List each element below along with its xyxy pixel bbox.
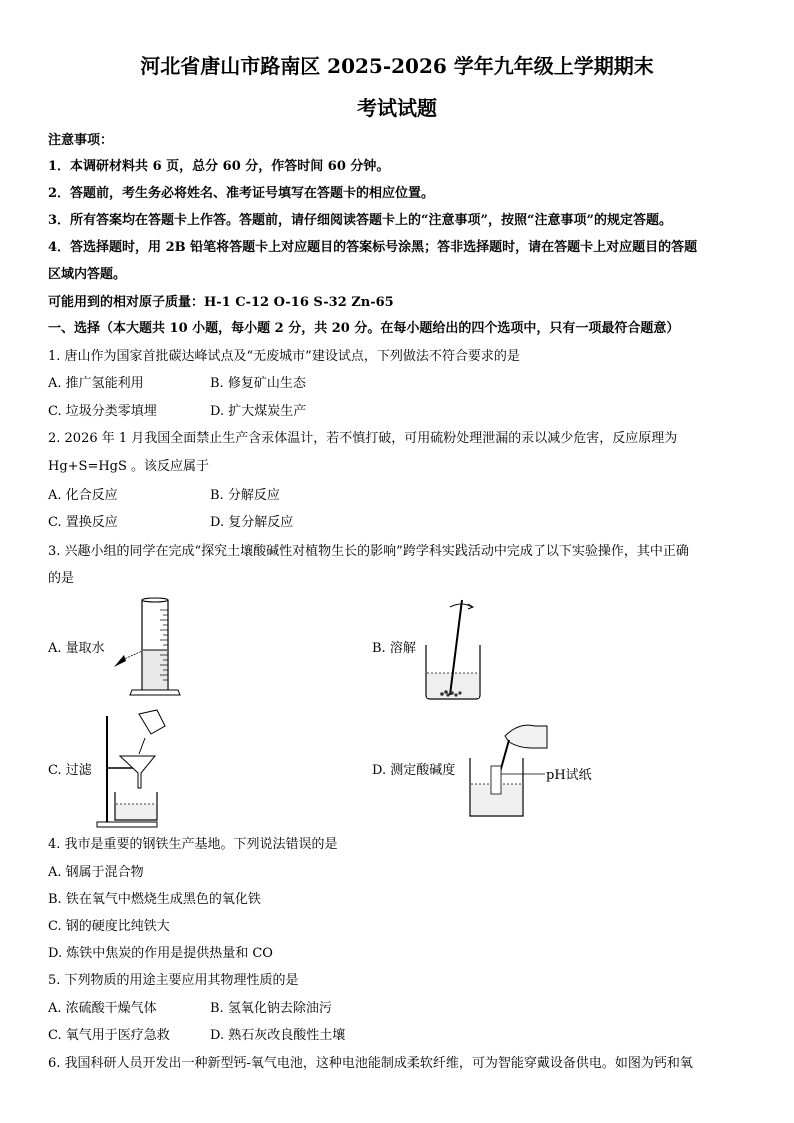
ph-test-figure xyxy=(465,718,555,820)
section-heading: 一、选择（本大题共 10 小题，每小题 2 分，共 20 分。在每小题给出的四个选项中，只有一项最符合题意） xyxy=(48,321,680,336)
notes-heading: 注意事项： xyxy=(48,133,114,148)
note-item-2: 2．答题前，考生务必将姓名、准考证号填写在答题卡的相应位置。 xyxy=(48,186,435,201)
q1-option-b: B. 修复矿山生态 xyxy=(210,376,306,391)
note-item-3: 3．所有答案均在答题卡上作答。答题前，请仔细阅读答题卡上的“注意事项”，按照“注意事项”的规定答题。 xyxy=(48,213,672,228)
q1-option-d: D. 扩大煤炭生产 xyxy=(210,404,307,419)
q4-option-c: C. 钢的硬度比纯铁大 xyxy=(48,919,170,934)
q4-option-a: A. 钢属于混合物 xyxy=(48,865,144,880)
q3-option-d: D. 测定酸碱度 xyxy=(372,763,456,778)
question-2-stem-cont: Hg+S=HgS 。该反应属于 xyxy=(48,459,210,474)
question-1-stem: 1. 唐山作为国家首批碳达峰试点及“无废城市”建设试点，下列做法不符合要求的是 xyxy=(48,349,520,364)
filtration-setup-figure xyxy=(95,708,180,830)
q2-option-d: D. 复分解反应 xyxy=(210,515,294,530)
question-4-stem: 4. 我市是重要的钢铁生产基地。下列说法错误的是 xyxy=(48,837,338,852)
note-item-4: 4．答选择题时，用 2B 铅笔将答题卡上对应题目的答案标号涂黑；答非选择题时，请在答题卡上对应题目的答题 xyxy=(48,240,698,255)
question-2-stem: 2. 2026 年 1 月我国全面禁止生产含汞体温计，若不慎打破，可用硫粉处理泄漏的汞以减少危害，反应原理为 xyxy=(48,431,678,446)
exam-title: 河北省唐山市路南区 2025-2026 学年九年级上学期期末 xyxy=(140,54,654,78)
question-3-stem-cont: 的是 xyxy=(48,571,75,586)
q2-option-a: A. 化合反应 xyxy=(48,488,118,503)
dissolving-beaker-figure xyxy=(420,595,485,705)
note-item-1: 1．本调研材料共 6 页，总分 60 分，作答时间 60 分钟。 xyxy=(48,159,390,174)
q3-option-a: A. 量取水 xyxy=(48,641,105,656)
q3-option-c: C. 过滤 xyxy=(48,763,92,778)
ph-paper-label: pH试纸 xyxy=(546,768,592,783)
note-item-4-cont: 区域内答题。 xyxy=(48,267,127,282)
q2-option-b: B. 分解反应 xyxy=(210,488,280,503)
question-5-stem: 5. 下列物质的用途主要应用其物理性质的是 xyxy=(48,973,299,988)
exam-subtitle: 考试试题 xyxy=(357,96,437,120)
q5-option-c: C. 氧气用于医疗急救 xyxy=(48,1028,170,1043)
q5-option-a: A. 浓硫酸干燥气体 xyxy=(48,1001,157,1016)
q3-option-b: B. 溶解 xyxy=(372,641,416,656)
question-3-stem: 3. 兴趣小组的同学在完成“探究土壤酸碱性对植物生长的影响”跨学科实践活动中完成了以下实验操作，其中正确 xyxy=(48,544,689,559)
q4-option-d: D. 炼铁中焦炭的作用是提供热量和 CO xyxy=(48,946,273,961)
q5-option-d: D. 熟石灰改良酸性土壤 xyxy=(210,1028,346,1043)
atomic-masses: 可能用到的相对原子质量：H-1 C-12 O-16 S-32 Zn-65 xyxy=(48,295,394,310)
graduated-cylinder-figure xyxy=(110,595,190,700)
q4-option-b: B. 铁在氧气中燃烧生成黑色的氧化铁 xyxy=(48,892,261,907)
q5-option-b: B. 氢氧化钠去除油污 xyxy=(210,1001,332,1016)
q1-option-a: A. 推广氢能利用 xyxy=(48,376,144,391)
q2-option-c: C. 置换反应 xyxy=(48,515,118,530)
question-6-stem: 6. 我国科研人员开发出一种新型钙-氧气电池，这种电池能制成柔软纤维，可为智能穿戴设备供电。如图为钙和氧 xyxy=(48,1056,693,1071)
q1-option-c: C. 垃圾分类零填埋 xyxy=(48,404,157,419)
